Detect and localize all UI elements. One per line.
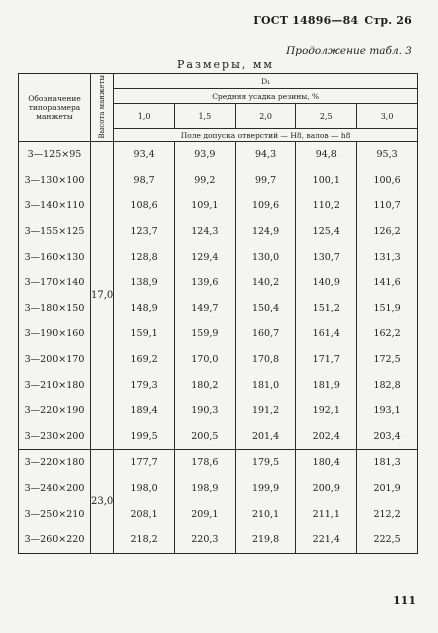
designation-cell: 3—260×220 <box>19 527 91 553</box>
sizes-caption: Размеры, мм <box>177 58 274 71</box>
value-cell: 222,5 <box>357 527 418 553</box>
value-cell: 201,4 <box>235 424 296 450</box>
value-cell: 200,9 <box>296 476 357 502</box>
value-cell: 171,7 <box>296 347 357 373</box>
value-cell: 141,6 <box>357 270 418 296</box>
value-cell: 138,9 <box>114 270 175 296</box>
value-cell: 202,4 <box>296 424 357 450</box>
value-cell: 159,9 <box>174 321 235 347</box>
table-row <box>19 142 418 168</box>
value-cell: 219,8 <box>235 527 296 553</box>
table-row <box>19 527 418 553</box>
value-cell: 150,4 <box>235 296 296 322</box>
value-cell: 198,0 <box>114 476 175 502</box>
height-header-text: Высота манжеты <box>98 74 107 139</box>
value-cell: 193,1 <box>357 398 418 424</box>
value-cell: 160,7 <box>235 321 296 347</box>
designation-cell: 3—130×100 <box>19 168 91 194</box>
table-row <box>19 296 418 322</box>
value-cell: 129,4 <box>174 244 235 270</box>
table-row <box>19 398 418 424</box>
value-cell: 192,1 <box>296 398 357 424</box>
value-cell: 139,6 <box>174 270 235 296</box>
value-cell: 124,9 <box>235 219 296 245</box>
value-cell: 190,3 <box>174 398 235 424</box>
value-cell: 182,8 <box>357 372 418 398</box>
designation-cell: 3—125×95 <box>19 142 91 168</box>
shrinkage-value: 2,0 <box>235 104 296 129</box>
value-cell: 177,7 <box>114 450 175 476</box>
value-cell: 179,5 <box>235 450 296 476</box>
designation-cell: 3—200×170 <box>19 347 91 373</box>
table-row <box>19 372 418 398</box>
value-cell: 221,4 <box>296 527 357 553</box>
value-cell: 149,7 <box>174 296 235 322</box>
value-cell: 211,1 <box>296 501 357 527</box>
value-cell: 218,2 <box>114 527 175 553</box>
value-cell: 169,2 <box>114 347 175 373</box>
value-cell: 125,4 <box>296 219 357 245</box>
value-cell: 100,6 <box>357 168 418 194</box>
value-cell: 220,3 <box>174 527 235 553</box>
value-cell: 110,7 <box>357 193 418 219</box>
value-cell: 130,7 <box>296 244 357 270</box>
designation-cell: 3—170×140 <box>19 270 91 296</box>
table-row <box>19 450 418 476</box>
value-cell: 203,4 <box>357 424 418 450</box>
column-header-designation: Обозначение типоразмера манжеты <box>19 74 91 142</box>
value-cell: 93,4 <box>114 142 175 168</box>
value-cell: 191,2 <box>235 398 296 424</box>
value-cell: 161,4 <box>296 321 357 347</box>
value-cell: 99,7 <box>235 168 296 194</box>
value-cell: 140,2 <box>235 270 296 296</box>
designation-cell: 3—155×125 <box>19 219 91 245</box>
value-cell: 109,1 <box>174 193 235 219</box>
value-cell: 98,7 <box>114 168 175 194</box>
table-row <box>19 424 418 450</box>
value-cell: 210,1 <box>235 501 296 527</box>
value-cell: 100,1 <box>296 168 357 194</box>
designation-cell: 3—190×160 <box>19 321 91 347</box>
value-cell: 108,6 <box>114 193 175 219</box>
tolerance-note: Поле допуска отверстий — Н8, валов — h8 <box>114 129 418 142</box>
value-cell: 200,5 <box>174 424 235 450</box>
value-cell: 140,9 <box>296 270 357 296</box>
dimensions-table <box>18 73 418 554</box>
value-cell: 94,3 <box>235 142 296 168</box>
value-cell: 94,8 <box>296 142 357 168</box>
value-cell: 199,9 <box>235 476 296 502</box>
value-cell: 199,5 <box>114 424 175 450</box>
value-cell: 181,3 <box>357 450 418 476</box>
table-group-17 <box>19 142 418 450</box>
standard-number: ГОСТ 14896—84 <box>253 14 359 27</box>
table-row <box>19 347 418 373</box>
page-label: Стр. 26 <box>364 14 412 27</box>
designation-cell: 3—180×150 <box>19 296 91 322</box>
designation-cell: 3—210×180 <box>19 372 91 398</box>
value-cell: 181,0 <box>235 372 296 398</box>
value-cell: 131,3 <box>357 244 418 270</box>
value-cell: 178,6 <box>174 450 235 476</box>
document-header <box>253 14 412 27</box>
value-cell: 172,5 <box>357 347 418 373</box>
table-row <box>19 168 418 194</box>
value-cell: 99,2 <box>174 168 235 194</box>
designation-cell: 3—160×130 <box>19 244 91 270</box>
value-cell: 159,1 <box>114 321 175 347</box>
table-row <box>19 321 418 347</box>
value-cell: 189,4 <box>114 398 175 424</box>
shrinkage-header: Средняя усадка резины, % <box>114 89 418 104</box>
designation-cell: 3—240×200 <box>19 476 91 502</box>
value-cell: 110,2 <box>296 193 357 219</box>
value-cell: 128,8 <box>114 244 175 270</box>
value-cell: 201,9 <box>357 476 418 502</box>
shrinkage-value: 2,5 <box>296 104 357 129</box>
designation-cell: 3—140×110 <box>19 193 91 219</box>
designation-cell: 3—250×210 <box>19 501 91 527</box>
shrinkage-value: 1,5 <box>174 104 235 129</box>
designation-cell: 3—220×190 <box>19 398 91 424</box>
value-cell: 180,4 <box>296 450 357 476</box>
table-row <box>19 193 418 219</box>
designation-cell: 3—220×180 <box>19 450 91 476</box>
table-group-23 <box>19 450 418 553</box>
column-header-height <box>91 74 114 142</box>
column-header-d1: D₁ <box>114 74 418 89</box>
table-row <box>19 501 418 527</box>
value-cell: 162,2 <box>357 321 418 347</box>
value-cell: 151,2 <box>296 296 357 322</box>
value-cell: 109,6 <box>235 193 296 219</box>
value-cell: 124,3 <box>174 219 235 245</box>
value-cell: 209,1 <box>174 501 235 527</box>
shrinkage-value: 3,0 <box>357 104 418 129</box>
value-cell: 180,2 <box>174 372 235 398</box>
table-row <box>19 219 418 245</box>
shrinkage-value: 1,0 <box>114 104 175 129</box>
value-cell: 170,0 <box>174 347 235 373</box>
value-cell: 198,9 <box>174 476 235 502</box>
table-row <box>19 244 418 270</box>
value-cell: 170,8 <box>235 347 296 373</box>
height-cell: 23,0 <box>91 450 114 553</box>
value-cell: 208,1 <box>114 501 175 527</box>
height-cell: 17,0 <box>91 142 114 450</box>
value-cell: 123,7 <box>114 219 175 245</box>
table-row <box>19 476 418 502</box>
value-cell: 181,9 <box>296 372 357 398</box>
value-cell: 212,2 <box>357 501 418 527</box>
designation-cell: 3—230×200 <box>19 424 91 450</box>
value-cell: 93,9 <box>174 142 235 168</box>
value-cell: 151,9 <box>357 296 418 322</box>
page-number: 111 <box>393 594 416 607</box>
value-cell: 148,9 <box>114 296 175 322</box>
table-row <box>19 270 418 296</box>
value-cell: 126,2 <box>357 219 418 245</box>
value-cell: 130,0 <box>235 244 296 270</box>
value-cell: 95,3 <box>357 142 418 168</box>
value-cell: 179,3 <box>114 372 175 398</box>
table-continuation-label: Продолжение табл. 3 <box>286 45 412 57</box>
